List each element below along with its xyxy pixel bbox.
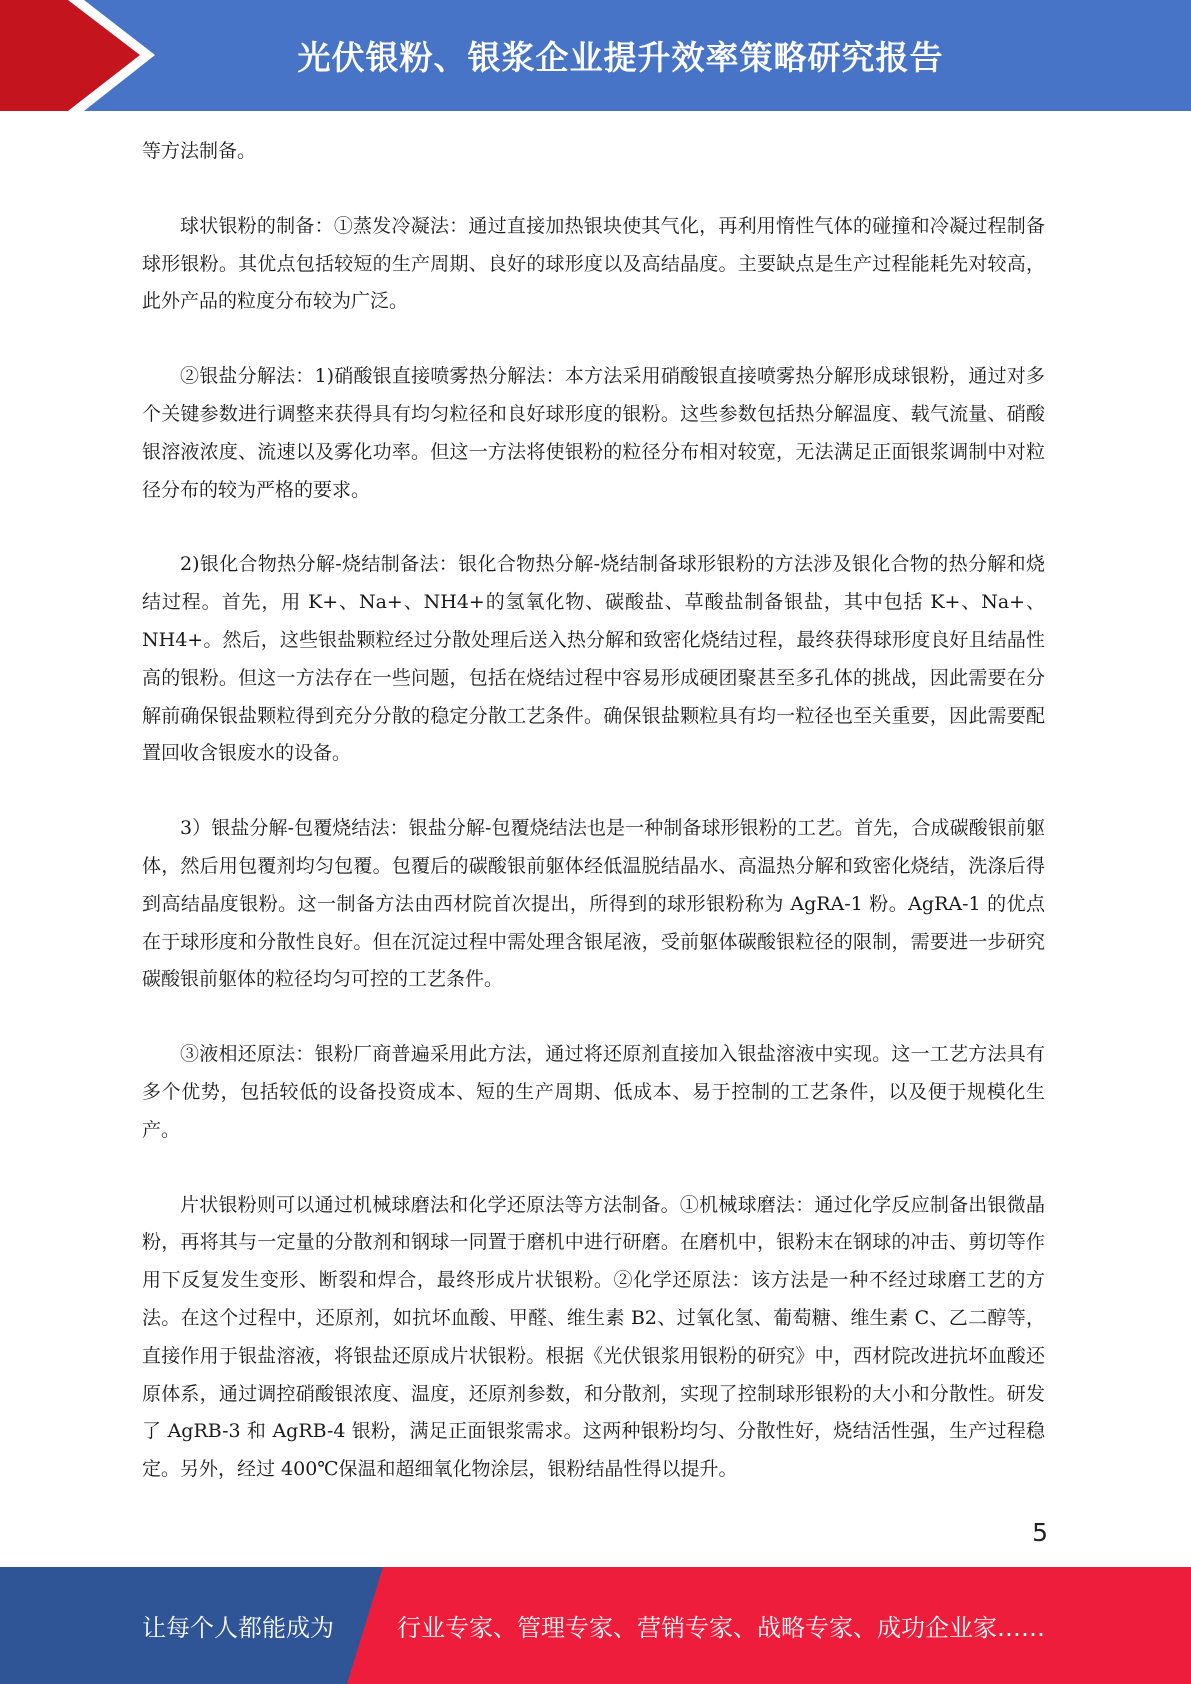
- paragraph: 片状银粉则可以通过机械球磨法和化学还原法等方法制备。①机械球磨法：通过化学反应制备出银微晶粉，再将其与一定量的分散剂和钢球一同置于磨机中进行研磨。在磨机中，银粉末在钢球的冲击、剪切等作用下反复发生变形、断裂和焊合，最终形成片状银粉。②化学还原法：该方法是一种不经过球磨工艺的方法。在这个过程中，还原剂，如抗坏血酸、甲醛、维生素 B2、过氧化氢、葡萄糖、维生素 C、乙二醇等，直接作用于银盐溶液，将银盐还原成片状银粉。根据《光伏银浆用银粉的研究》中，西材院改进抗坏血酸还原体系，通过调控硝酸银浓度、温度，还原剂参数，和分散剂，实现了控制球形银粉的大小和分散性。研发了 AgRB-3 和 AgRB-4 银粉，满足正面银浆需求。这两种银粉均匀、分散性好，烧结活性强，生产过程稳定。另外，经过 400℃保温和超细氧化物涂层，银粉结晶性得以提升。: [142, 1193, 1045, 1481]
- page-number: 5: [1032, 1518, 1048, 1547]
- page-header: [0, 0, 1191, 111]
- paragraph: 3）银盐分解-包覆烧结法：银盐分解-包覆烧结法也是一种制备球形银粉的工艺。首先，合成碳酸银前躯体，然后用包覆剂均匀包覆。包覆后的碳酸银前躯体经低温脱结晶水、高温热分解和致密化烧结，洗涤后得到高结晶度银粉。这一制备方法由西材院首次提出，所得到的球形银粉称为 AgRA-1 粉。AgRA-1 的优点在于球形度和分散性良好。但在沉淀过程中需处理含银尾液，受前躯体碳酸银粒径的限制，需要进一步研究碳酸银前躯体的粒径均匀可控的工艺条件。: [142, 817, 1045, 991]
- main-content: [142, 133, 1045, 1526]
- paragraph: ②银盐分解法：1)硝酸银直接喷雾热分解法：本方法采用硝酸银直接喷雾热分解形成球银粉，通过对多个关键参数进行调整来获得具有均匀粒径和良好球形度的银粉。这些参数包括热分解温度、载气流量、硝酸银溶液浓度、流速以及雾化功率。但这一方法将使银粉的粒径分布相对较宽，无法满足正面银浆调制中对粒径分布的较为严格的要求。: [142, 365, 1045, 501]
- paragraph: 等方法制备。: [142, 140, 257, 162]
- footer-slogan-right: 行业专家、管理专家、营销专家、战略专家、成功企业家……: [397, 1614, 1045, 1642]
- report-title: 光伏银粉、银浆企业提升效率策略研究报告: [297, 38, 944, 77]
- page-footer: [0, 1567, 1191, 1684]
- paragraph: ③液相还原法：银粉厂商普遍采用此方法，通过将还原剂直接加入银盐溶液中实现。这一工艺方法具有多个优势，包括较低的设备投资成本、短的生产周期、低成本、易于控制的工艺条件，以及便于规模化生产。: [142, 1043, 1045, 1141]
- footer-slogan-left: 让每个人都能成为: [142, 1614, 334, 1642]
- paragraph: 2)银化合物热分解-烧结制备法：银化合物热分解-烧结制备球形银粉的方法涉及银化合物的热分解和烧结过程。首先，用 K+、Na+、NH4+的氢氧化物、碳酸盐、草酸盐制备银盐，其中包括 K+、Na+、NH4+。然后，这些银盐颗粒经过分散处理后送入热分解和致密化烧结过程，最终获得球形度良好且结晶性高的银粉。但这一方法存在一些问题，包括在烧结过程中容易形成硬团聚甚至多孔体的挑战，因此需要在分解前确保银盐颗粒得到充分分散的稳定分散工艺条件。确保银盐颗粒具有均一粒径也至关重要，因此需要配置回收含银废水的设备。: [142, 553, 1045, 765]
- paragraph: 球状银粉的制备：①蒸发冷凝法：通过直接加热银块使其气化，再利用惰性气体的碰撞和冷凝过程制备球形银粉。其优点包括较短的生产周期、良好的球形度以及高结晶度。主要缺点是生产过程能耗先对较高，此外产品的粒度分布较为广泛。: [142, 214, 1045, 313]
